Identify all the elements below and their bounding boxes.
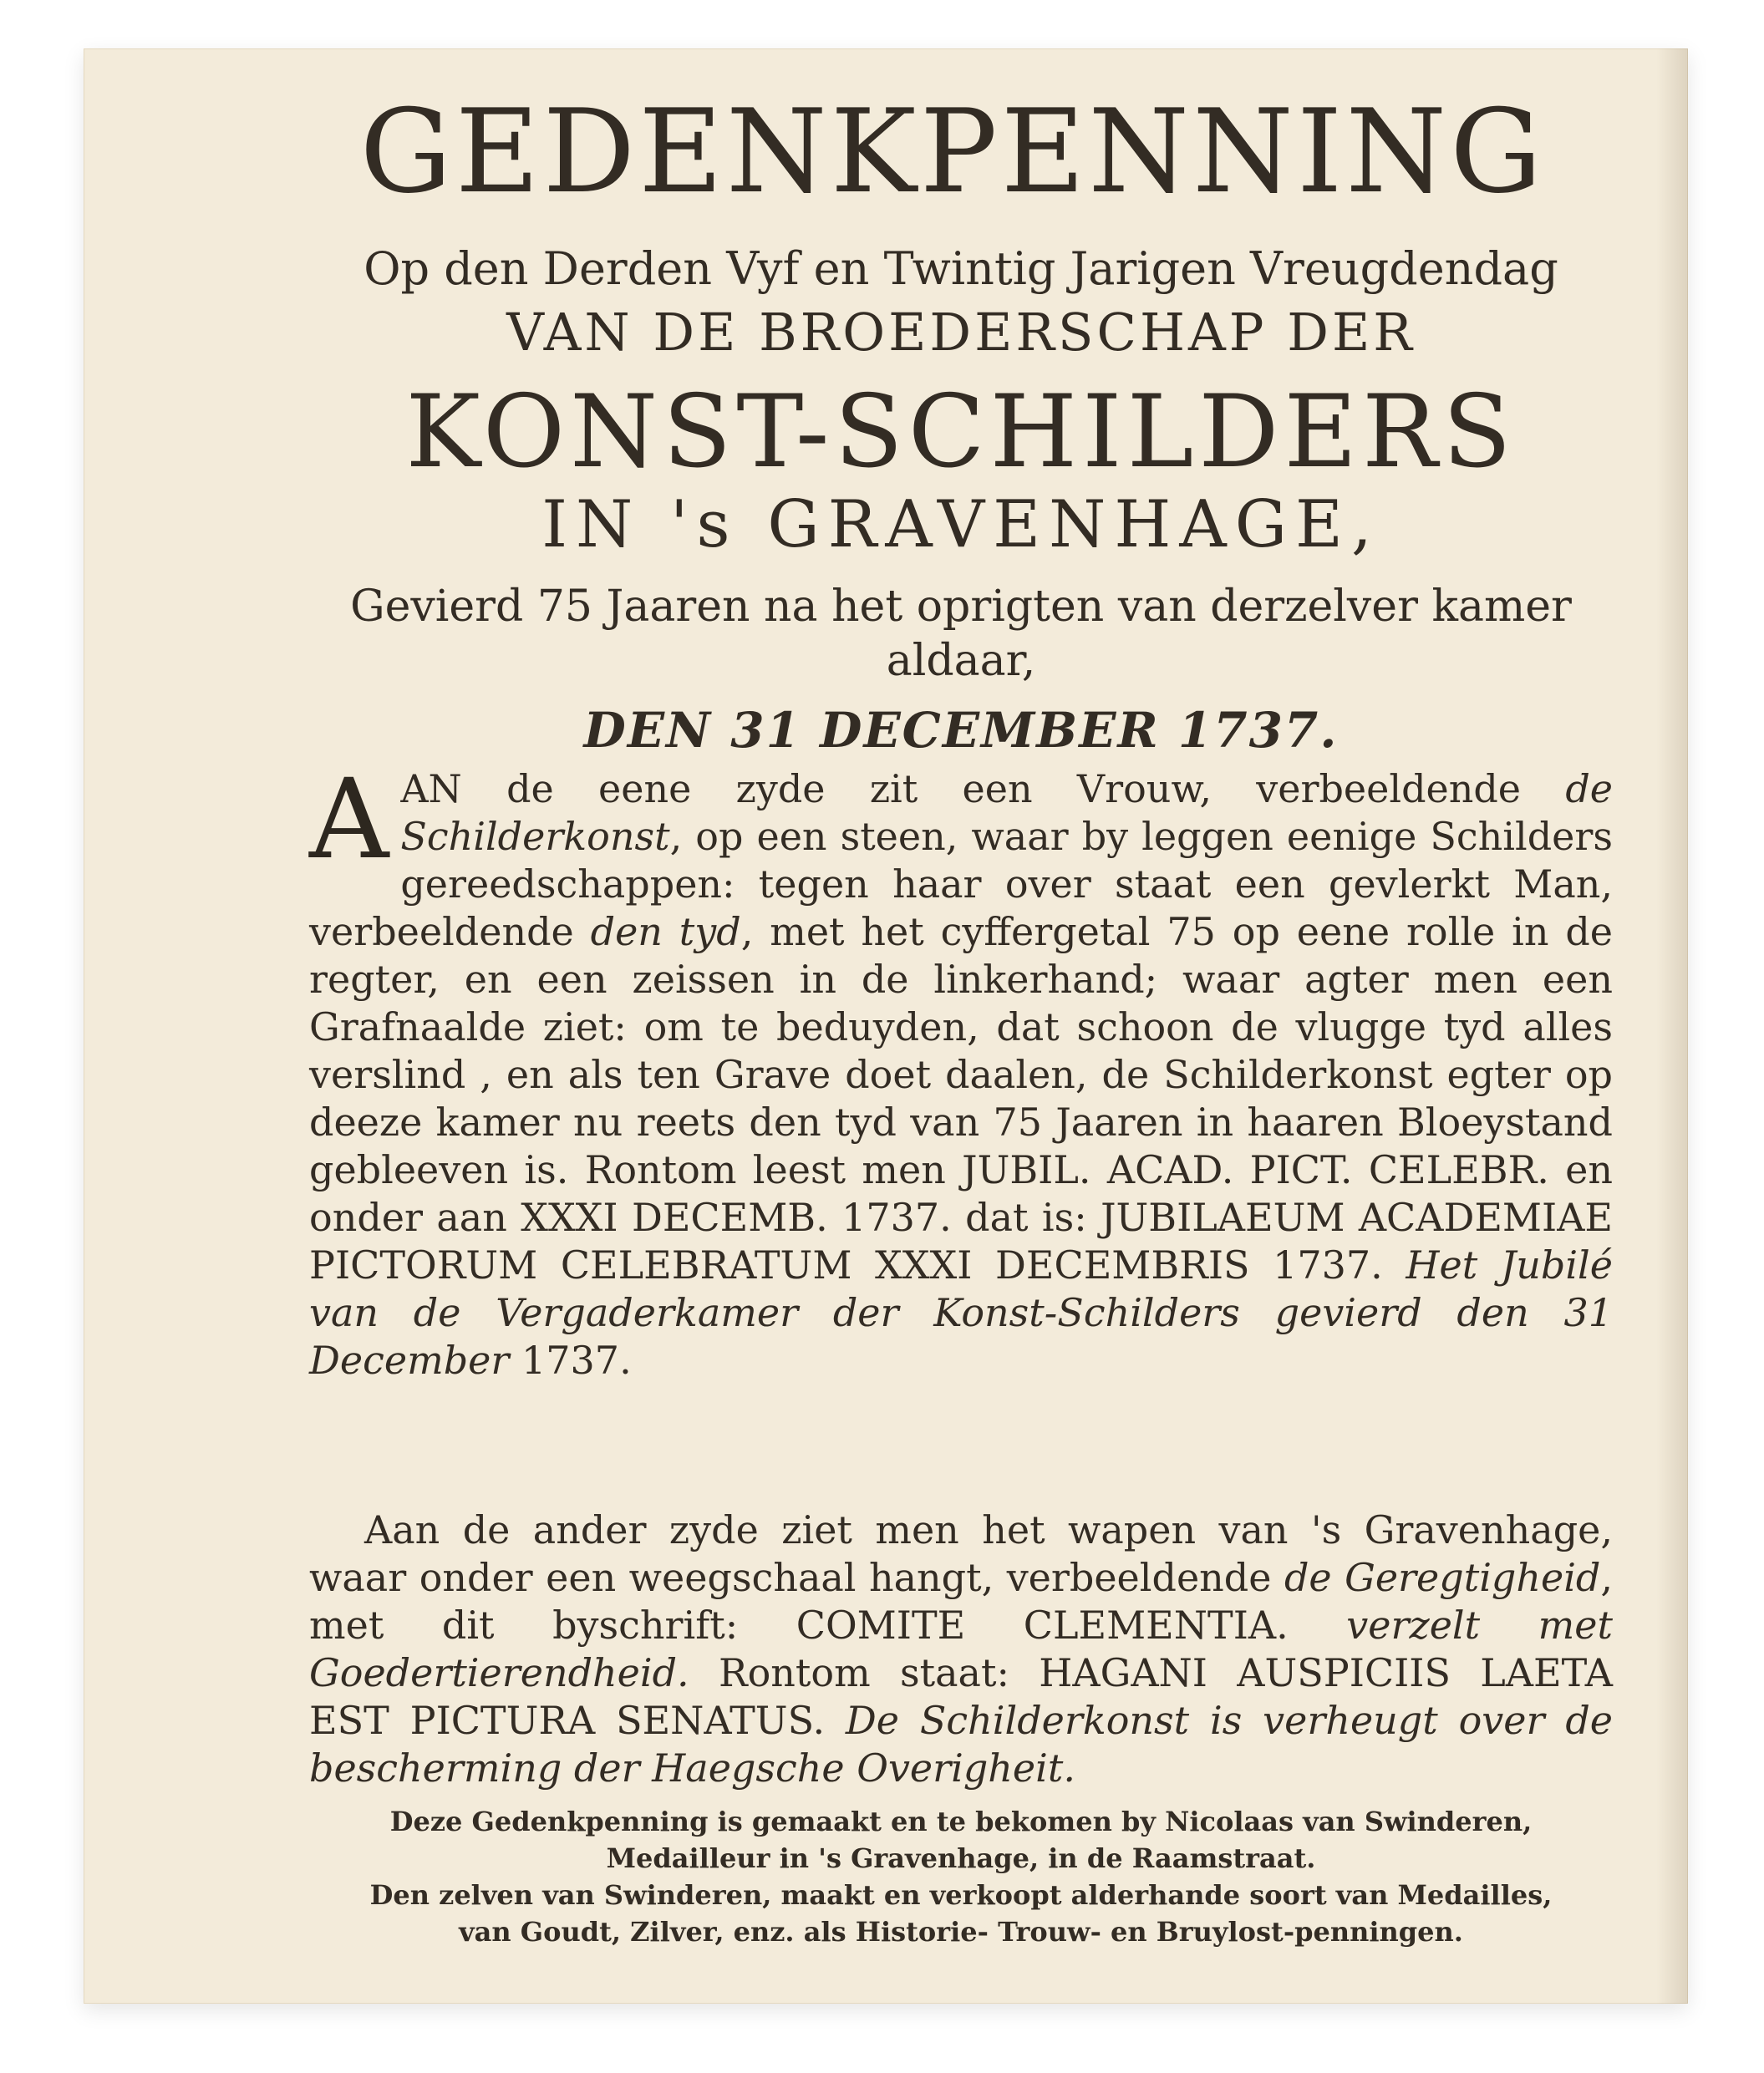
paragraph-1-segment-2: de Schilderkonst bbox=[400, 766, 1613, 860]
footer-line-1: Deze Gedenkpenning is gemaakt en te bekomen by Nicolaas van Swinderen, bbox=[389, 1806, 1533, 1837]
printer-footer bbox=[318, 1803, 1604, 1951]
subtitle-line-2: VAN DE BROEDERSCHAP DER bbox=[506, 302, 1416, 363]
footer-line-3: Den zelven van Swinderen, maakt en verkoopt alderhande soort van Medailles, bbox=[369, 1879, 1553, 1912]
dropcap-letter: A bbox=[309, 755, 389, 884]
paper-edge-shadow bbox=[1656, 48, 1688, 2004]
footer-line-2: Medailleur in 's Gravenhage, in de Raamstraat. bbox=[606, 1842, 1316, 1875]
paragraph-2-segment-2: de Geregtigheid bbox=[1284, 1555, 1601, 1601]
paragraph-front-side bbox=[309, 755, 1613, 1385]
subtitle-line-4: IN 's GRAVENHAGE, bbox=[541, 487, 1380, 562]
subtitle-line-1: Op den Derden Vyf en Twintig Jarigen Vreugdendag bbox=[363, 242, 1558, 295]
subtitle-line-3: KONST-SCHILDERS bbox=[405, 374, 1517, 490]
paragraph-1-segment-6: Het Jubilé van de Vergaderkamer der Konst-Schilders gevierd den 31 December bbox=[309, 1242, 1613, 1384]
paragraph-2-segment-1: Aan de ander zyde ziet men het wapen van 's Gravenhage, waar onder een weegschaal hangt, verbeeldende bbox=[309, 1507, 1613, 1601]
paragraph-1-segment-1: AN de eene zyde zit een Vrouw, verbeeldende bbox=[400, 766, 1566, 811]
document-sheet bbox=[84, 48, 1688, 2004]
paragraph-2-segment-3: , met dit byschrift: COMITE CLEMENTIA. bbox=[309, 1555, 1613, 1649]
paragraph-1-segment-5: , met het cyffergetal 75 op eene rolle in de regter, en een zeissen in de linkerhand; waar agter men een Grafnaalde ziet: om te beduyden, dat schoon de vlugge tyd alles verslind , en als ten Grave doet daalen, de Schilderkonst egter op deeze kamer nu reets den tyd van 75 Jaaren in haaren Bloeystand gebleeven is. Rontom leest men JUBIL. ACAD. PICT. CELEBR. en onder aan XXXI DECEMB. 1737. dat is: JUBILAEUM ACADEMIAE PICTORUM CELEBRATUM XXXI DECEMBRIS 1737. bbox=[309, 909, 1613, 1288]
paragraph-1-segment-7: 1737. bbox=[509, 1338, 632, 1384]
subtitle-line-5: Gevierd 75 Jaaren na het oprigten van derzelver kamer aldaar, bbox=[350, 582, 1572, 686]
document-title: GEDENKPENNING bbox=[359, 84, 1546, 219]
paragraph-2-segment-4: verzelt met Goedertierendheid. bbox=[309, 1603, 1613, 1696]
paragraph-back-side bbox=[309, 1506, 1613, 1792]
footer-line-4: van Goudt, Zilver, enz. als Historie- Trouw- en Bruylost-penningen. bbox=[459, 1916, 1463, 1949]
paragraph-2-segment-6: De Schilderkonst is verheugt over de bescherming der Haegsche Overigheit. bbox=[309, 1698, 1613, 1791]
paragraph-1-segment-3: , op een steen, waar by leggen eenige Schilders gereedschappen: tegen haar over staat een gevlerkt Man, verbeeldende bbox=[309, 814, 1613, 955]
paragraph-1-segment-4: den tyd bbox=[590, 909, 741, 955]
paragraph-2-segment-5: Rontom staat: HAGANI AUSPICIIS LAETA EST PICTURA SENATUS. bbox=[309, 1650, 1613, 1744]
date-line: DEN 31 DECEMBER 1737. bbox=[583, 702, 1339, 759]
